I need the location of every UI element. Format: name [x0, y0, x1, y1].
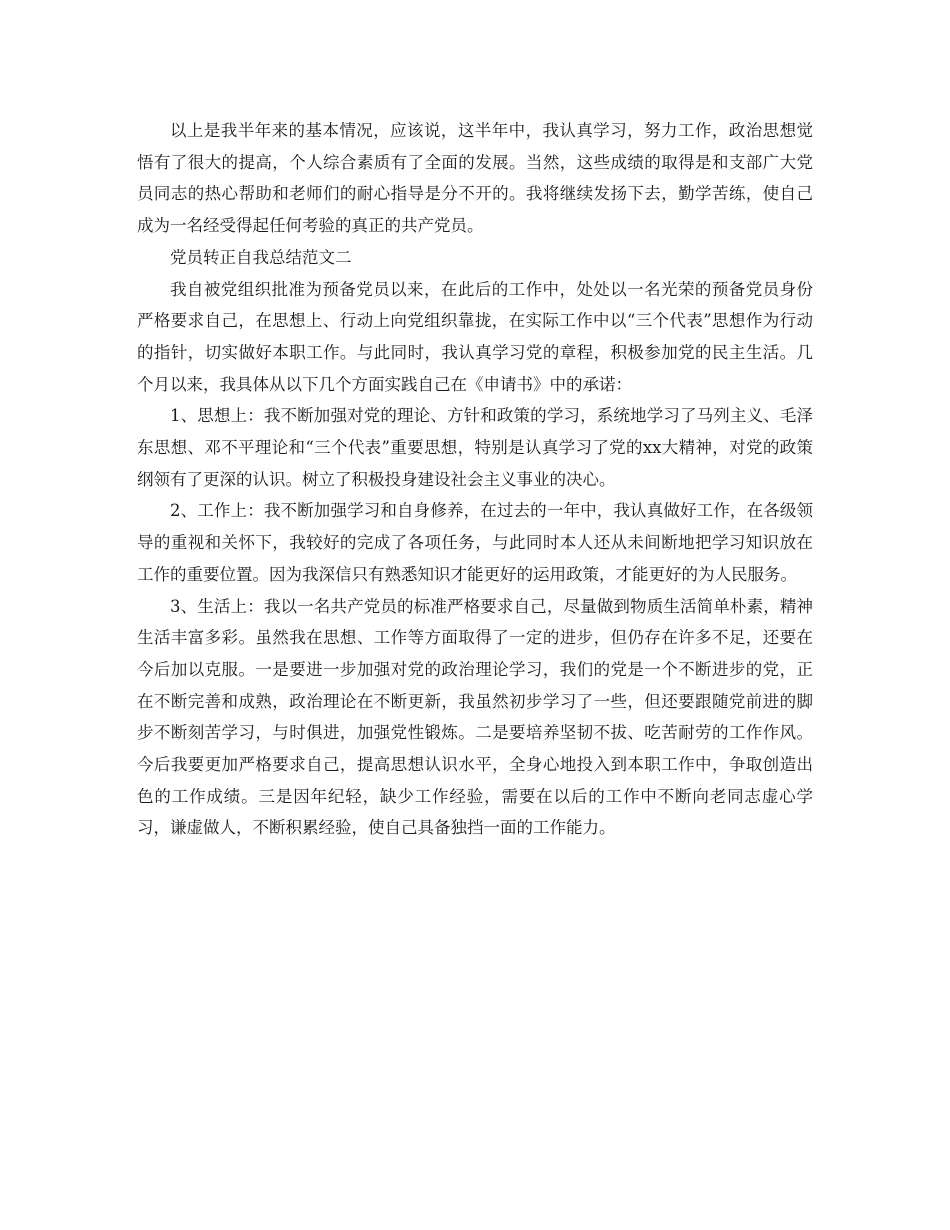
paragraph-life: 3、生活上：我以一名共产党员的标准严格要求自己，尽量做到物质生活简单朴素，精神生活丰富多彩。虽然我在思想、工作等方面取得了一定的进步，但仍存在许多不足，还要在今后加以克服。一是要进一步加强对党的政治理论学习，我们的党是一个不断进步的党，正在不断完善和成熟，政治理论在不断更新，我虽然初步学习了一些，但还要跟随党前进的脚步不断刻苦学习，与时俱进，加强党性锻炼。二是要培养坚韧不拔、吃苦耐劳的工作作风。今后我要更加严格要求自己，提高思想认识水平，全身心地投入到本职工作中，争取创造出色的工作成绩。三是因年纪轻，缺少工作经验，需要在以后的工作中不断向老同志虚心学习，谦虚做人，不断积累经验，使自己具备独挡一面的工作能力。 [137, 596, 813, 838]
paragraph-summary: 以上是我半年来的基本情况，应该说，这半年中，我认真学习，努力工作，政治思想觉悟有了很大的提高，个人综合素质有了全面的发展。当然，这些成绩的取得是和支部广大党员同志的热心帮助和老师们的耐心指导是分不开的。我将继续发扬下去，勤学苦练，使自己成为一名经受得起任何考验的真正的共产党员。 [137, 121, 813, 236]
paragraph-work: 2、工作上：我不断加强学习和自身修养，在过去的一年中，我认真做好工作，在各级领导的重视和关怀下，我较好的完成了各项任务，与此同时本人还从未间断地把学习知识放在工作的重要位置。因为我深信只有熟悉知识才能更好的运用政策，才能更好的为人民服务。 [137, 501, 813, 584]
paragraph-intro: 我自被党组织批准为预备党员以来，在此后的工作中，处处以一名光荣的预备党员身份严格要求自己，在思想上、行动上向党组织靠拢，在实际工作中以“三个代表”思想作为行动的指针，切实做好本职工作。与此同时，我认真学习党的章程，积极参加党的民主生活。几个月以来，我具体从以下几个方面实践自己在《申请书》中的承诺： [137, 279, 813, 394]
paragraph-thought: 1、思想上：我不断加强对党的理论、方针和政策的学习，系统地学习了马列主义、毛泽东思想、邓不平理论和“三个代表”重要思想，特别是认真学习了党的xx大精神，对党的政策纲领有了更深的认识。树立了积极投身建设社会主义事业的决心。 [137, 406, 813, 489]
section-heading: 党员转正自我总结范文二 [170, 247, 352, 267]
document-body [137, 115, 813, 844]
